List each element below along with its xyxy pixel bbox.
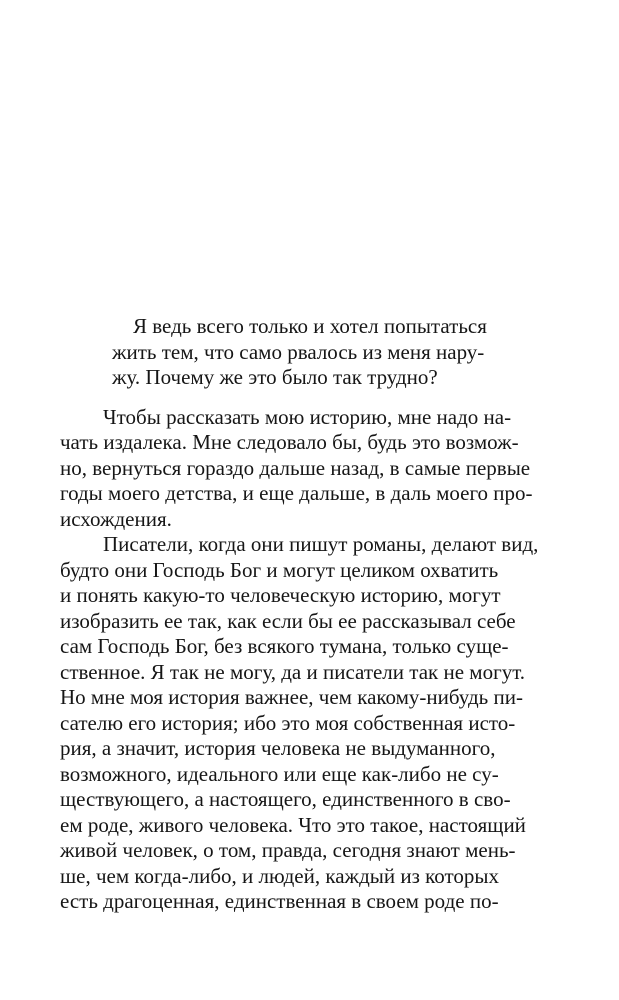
text-line: Писатели, когда они пишут романы, делают вид, bbox=[103, 532, 539, 556]
text-line: ем роде, живого человека. Что это такое, настоящий bbox=[60, 812, 526, 837]
text-line: жить тем, что само рвалось из меня нару- bbox=[112, 339, 485, 364]
text-line: Но мне моя история важнее, чем какому-нибудь пи- bbox=[60, 685, 523, 709]
text-line: рия, а значит, история человека не выдуманного, bbox=[60, 736, 496, 760]
text-line: живой человек, о том, правда, сегодня знают мень- bbox=[60, 838, 516, 862]
text-line: но, вернуться гораздо дальше назад, в самые первые bbox=[60, 455, 531, 480]
paragraph-1 bbox=[60, 404, 533, 533]
text-line: сам Господь Бог, без всякого тумана, только суще- bbox=[60, 634, 509, 658]
text-line: Я ведь всего только и хотел попытаться bbox=[133, 314, 487, 338]
body-text bbox=[60, 404, 539, 915]
text-line: ше, чем когда-либо, и людей, каждый из которых bbox=[60, 863, 500, 888]
text-line: сателю его история; ибо это моя собственная исто- bbox=[60, 710, 516, 735]
text-line: есть драгоценная, единственная в своем роде по- bbox=[60, 889, 499, 913]
paragraph-2 bbox=[60, 532, 539, 915]
text-line: исхождения. bbox=[60, 506, 172, 531]
epigraph bbox=[112, 314, 487, 391]
text-line: чать издалека. Мне следовало бы, будь это возмож- bbox=[60, 430, 519, 454]
text-line: жу. Почему же это было так трудно? bbox=[112, 365, 438, 389]
text-line: будто они Господь Бог и могут целиком охватить bbox=[60, 557, 499, 582]
text-line: годы моего детства, и еще дальше, в даль моего про- bbox=[60, 481, 533, 505]
text-line: Чтобы рассказать мою историю, мне надо на- bbox=[103, 404, 512, 429]
text-line: и понять какую-то человеческую историю, могут bbox=[60, 583, 501, 607]
text-line: возможного, идеального или еще как-либо не су- bbox=[60, 761, 499, 786]
text-line: ществующего, а настоящего, единственного в сво- bbox=[60, 787, 511, 811]
page-text-block bbox=[60, 314, 539, 915]
text-line: ственное. Я так не могу, да и писатели так не могут. bbox=[60, 659, 526, 684]
text-line: изобразить ее так, как если бы ее рассказывал себе bbox=[60, 608, 516, 633]
